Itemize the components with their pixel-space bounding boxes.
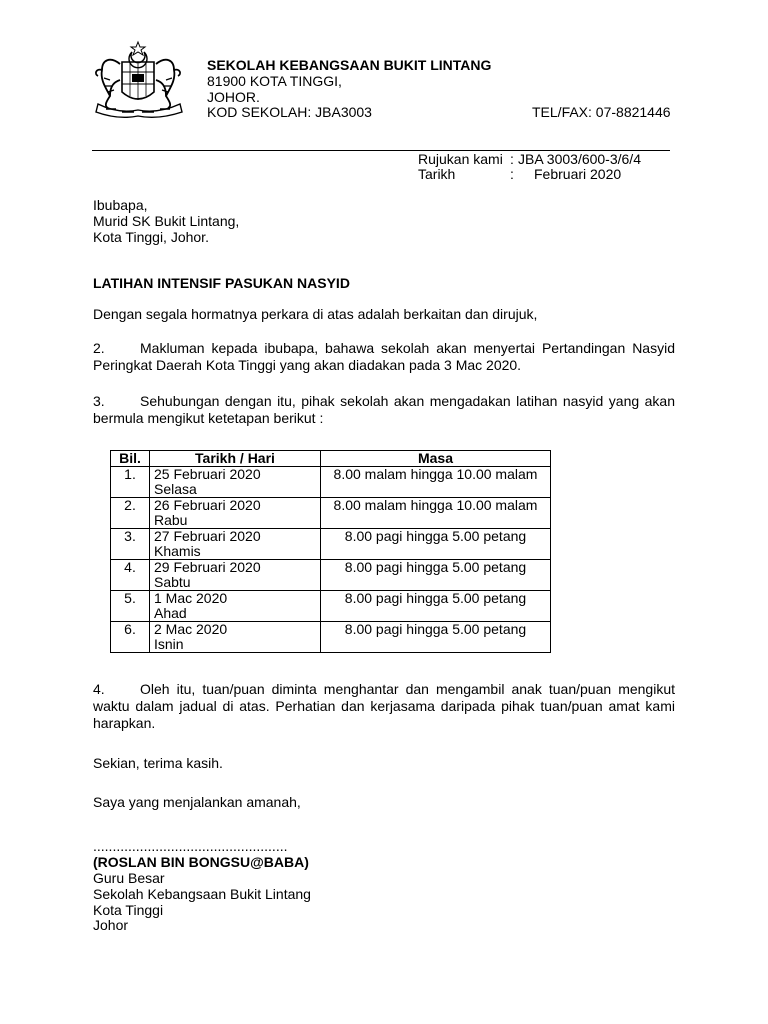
- cell-date: 1 Mac 2020: [154, 590, 228, 606]
- cell-tarikh: [150, 498, 321, 529]
- paragraph-3: [93, 393, 675, 427]
- paragraph-number: 4.: [93, 681, 105, 697]
- cell-date: 29 Februari 2020: [154, 559, 261, 575]
- cell-tarikh: [150, 467, 321, 498]
- cell-day: Sabtu: [154, 574, 191, 590]
- ref-label: Rujukan kami: [418, 151, 503, 167]
- cell-tarikh: [150, 560, 321, 591]
- cell-day: Isnin: [154, 636, 184, 652]
- tel-fax: TEL/FAX: 07-8821446: [532, 104, 671, 120]
- header-bil: Bil.: [111, 451, 150, 467]
- address-line-2: JOHOR.: [207, 89, 260, 105]
- cell-bil: 1.: [111, 467, 150, 498]
- cell-masa: 8.00 pagi hingga 5.00 petang: [321, 529, 551, 560]
- subject-title: LATIHAN INTENSIF PASUKAN NASYID: [93, 275, 350, 291]
- paragraph-4: [93, 681, 675, 732]
- paragraph-text: Sehubungan dengan itu, pihak sekolah akan mengadakan latihan nasyid yang akan bermula mengikut ketetapan berikut :: [93, 393, 675, 426]
- header-masa: Masa: [321, 451, 551, 467]
- date-value: Februari 2020: [534, 166, 622, 182]
- opening-line: Dengan segala hormatnya perkara di atas adalah berkaitan dan dirujuk,: [93, 306, 538, 322]
- sign-off-line: Saya yang menjalankan amanah,: [93, 794, 301, 810]
- cell-tarikh: [150, 591, 321, 622]
- ref-separator: :: [510, 151, 514, 167]
- cell-day: Khamis: [154, 543, 201, 559]
- malaysia-coat-of-arms-icon: [88, 40, 192, 120]
- table-row: [111, 498, 551, 529]
- signatory-title: Guru Besar: [93, 870, 165, 886]
- table-row: [111, 467, 551, 498]
- cell-bil: 4.: [111, 560, 150, 591]
- paragraph-text: Makluman kepada ibubapa, bahawa sekolah akan menyertai Pertandingan Nasyid Peringkat Daerah Kota Tinggi yang akan diadakan pada 3 Mac 2020.: [93, 340, 675, 373]
- table-row: [111, 560, 551, 591]
- table-row: [111, 622, 551, 653]
- cell-day: Selasa: [154, 481, 197, 497]
- cell-masa: 8.00 pagi hingga 5.00 petang: [321, 591, 551, 622]
- cell-bil: 5.: [111, 591, 150, 622]
- cell-bil: 6.: [111, 622, 150, 653]
- cell-day: Ahad: [154, 605, 187, 621]
- signatory-school: Sekolah Kebangsaan Bukit Lintang: [93, 886, 311, 902]
- address-line-1: 81900 KOTA TINGGI,: [207, 73, 342, 89]
- recipient-line-3: Kota Tinggi, Johor.: [93, 229, 209, 245]
- cell-masa: 8.00 pagi hingga 5.00 petang: [321, 622, 551, 653]
- cell-day: Rabu: [154, 512, 188, 528]
- cell-date: 27 Februari 2020: [154, 528, 261, 544]
- cell-masa: 8.00 malam hingga 10.00 malam: [321, 467, 551, 498]
- cell-date: 26 Februari 2020: [154, 497, 261, 513]
- paragraph-number: 3.: [93, 393, 105, 409]
- school-code: KOD SEKOLAH: JBA3003: [207, 104, 372, 120]
- paragraph-2: [93, 340, 675, 374]
- cell-bil: 2.: [111, 498, 150, 529]
- table-header-row: [111, 451, 551, 467]
- signature-dots: ..................................................: [93, 838, 288, 854]
- recipient-line-2: Murid SK Bukit Lintang,: [93, 213, 240, 229]
- paragraph-number: 2.: [93, 340, 105, 356]
- signatory-state: Johor: [93, 917, 129, 933]
- cell-date: 2 Mac 2020: [154, 621, 228, 637]
- cell-tarikh: [150, 529, 321, 560]
- signatory-town: Kota Tinggi: [93, 902, 164, 918]
- paragraph-text: Oleh itu, tuan/puan diminta menghantar dan mengambil anak tuan/puan mengikut waktu dalam jadual di atas. Perhatian dan kerjasama daripada pihak tuan/puan amat kami harapkan.: [93, 681, 675, 731]
- date-separator: :: [510, 166, 514, 182]
- table-row: [111, 529, 551, 560]
- cell-date: 25 Februari 2020: [154, 466, 261, 482]
- schedule-table: [110, 450, 551, 653]
- table-row: [111, 591, 551, 622]
- header-tarikh: Tarikh / Hari: [150, 451, 321, 467]
- signatory-name: (ROSLAN BIN BONGSU@BABA): [93, 854, 309, 870]
- ref-value: JBA 3003/600-3/6/4: [518, 151, 641, 167]
- cell-masa: 8.00 pagi hingga 5.00 petang: [321, 560, 551, 591]
- cell-masa: 8.00 malam hingga 10.00 malam: [321, 498, 551, 529]
- closing-line: Sekian, terima kasih.: [93, 755, 223, 771]
- date-label: Tarikh: [418, 166, 456, 182]
- school-name: SEKOLAH KEBANGSAAN BUKIT LINTANG: [207, 57, 492, 73]
- cell-bil: 3.: [111, 529, 150, 560]
- recipient-line-1: Ibubapa,: [93, 197, 148, 213]
- cell-tarikh: [150, 622, 321, 653]
